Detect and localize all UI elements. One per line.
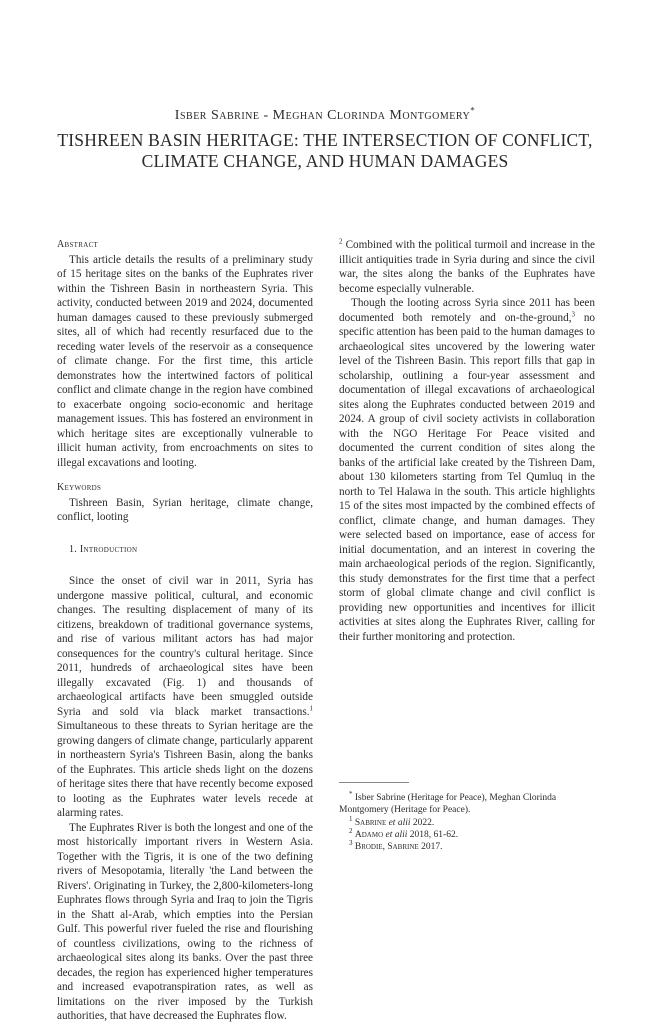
- footnote-mark-3: 3: [349, 839, 353, 848]
- footnote-3-year: 2017.: [421, 842, 443, 853]
- footnote-ref-3: 3: [571, 309, 576, 318]
- author-footnote-mark: *: [470, 105, 476, 116]
- abstract-label: Abstract: [57, 239, 99, 250]
- footnote-1-author: Sabrine: [354, 817, 387, 828]
- footnote-2-etal: et alii: [385, 829, 408, 840]
- introduction-heading: 1. Introduction: [69, 543, 138, 555]
- intro-p2-text-b: Combined with the political turmoil and increase in the illicit antiquities trade in Syria during and since the civil war, the sites along the banks of the Euphrates have become especially vulnerable.: [339, 239, 595, 295]
- author-line: [0, 105, 650, 124]
- keywords-label: Keywords: [57, 482, 102, 493]
- footnote-2-author: Adamo: [354, 829, 384, 840]
- footnote-divider: [339, 782, 409, 783]
- footnote-1-year: 2022.: [412, 817, 435, 828]
- article-title: [40, 130, 610, 172]
- title-line-1: TISHREEN BASIN HERITAGE: THE INTERSECTION OF CONFLICT,: [57, 130, 593, 150]
- footnote-2-year: 2018, 61-62.: [409, 829, 459, 840]
- abstract-text: This article details the results of a preliminary study of 15 heritage sites on the banks of the Euphrates river within the Tishreen Basin in northeastern Syria. This activity, conducted between 2019 and 2024, documented human damages caused to these previously submerged sites, all of which had recently resurfaced due to the receding water levels of the reservoir as a consequence of climate change. For the first time, this article demonstrates how the intertwined factors of political conflict and climate change in the region have combined to exacerbate ongoing socio-economic and heritage management issues. This has fostered an environment in which heritage sites are exceptionally vulnerable to illicit human activity, from encroachments on sites to illegal excavations and looting.: [57, 253, 313, 469]
- intro-paragraph-2-start: The Euphrates River is both the longest and one of the most historically important rivers in Western Asia. Together with the Tigris, it is one of the two defining rivers of Mesopotamia, literally 'the Land between the Rivers'. Originating in Turkey, the 2,800-kilometers-long Euphrates flows through Syria and Iraq to join the Tigris in the Shatt al-Arab, which empties into the Persian Gulf. This powerful river fueled the rise and flourishing of countless civilizations, owing to the richness of archaeological sites along its banks. Over the past three decades, the region has experienced higher temperatures and increased evapotranspiration rates, as well as limitations on the river imposed by the Turkish authorities, that have decreased the Euphrates flow.: [57, 821, 313, 1022]
- keywords-text: Tishreen Basin, Syrian heritage, climate change, conflict, looting: [57, 496, 313, 523]
- footnote-3: [339, 841, 595, 853]
- left-column: [57, 238, 313, 1024]
- title-line-2: CLIMATE CHANGE, AND HUMAN DAMAGES: [141, 151, 509, 171]
- intro-p1-text-a: Since the onset of civil war in 2011, Syria has undergone massive political, cultural, and economic changes. The resulting displacement of many of its citizens, breakdown of traditional governance systems, and rise of various militant actors has had major consequences for the country's cultural heritage. Since 2011, hundreds of archaeological sites have been illegally excavated (Fig. 1) and thousands of archaeological artifacts have been smuggled outside Syria and sold via black market transactions.: [57, 575, 313, 718]
- footnote-mark-1: 1: [349, 814, 353, 823]
- footnote-affiliation-text: Isber Sabrine (Heritage for Peace), Meghan Clorinda Montgomery (Heritage for Peace).: [339, 793, 557, 816]
- intro-paragraph-1: [57, 574, 313, 821]
- footnote-mark-star: *: [349, 789, 353, 798]
- footnote-3-author: Brodie, Sabrine: [354, 842, 419, 853]
- intro-paragraph-2-end: [339, 238, 595, 296]
- footnotes: [339, 789, 595, 853]
- footnote-ref-1: 1: [309, 703, 313, 712]
- intro-p1-text-b: Simultaneous to these threats to Syrian heritage are the growing dangers of climate change, particularly apparent in northeastern Syria's Tishreen Basin, along the banks of the Euphrates. This article sheds light on the dozens of heritage sites there that have recently become exposed to looting as the Euphrates water levels recede at alarming rates.: [57, 720, 313, 819]
- intro-p3-text-b: no specific attention has been paid to the human damages to archaeological sites uncovered by the lowering water level of the Tishreen Basin. This report fills that gap in scholarship, outlining a four-year assessment and documentation of illegal excavations of archaeological sites along the Euphrates conducted between 2019 and 2024. A group of civil society activists in collaboration with the NGO Heritage For Peace visited and documented the current condition of sites along the banks of the artificial lake created by the Tishreen Dam, about 130 kilometers starting from Tel Qumluq in the north to Tel Halawa in the south. This article highlights 15 of the sites most impacted by the combined effects of conflict, climate change, and human damages. They were selected based on importance, ease of access for initial documentation, and an interest in covering the main archaeological periods of the region. Significantly, this study demonstrates for the first time that a perfect storm of global climate change and civil conflict is providing new opportunities and incentives for illicit activities at sites along the Euphrates River, calling for their further monitoring and protection.: [339, 311, 596, 643]
- intro-p3-text-a: Though the looting across Syria since 2011 has been documented both remotely and on-the-ground,: [339, 297, 595, 324]
- right-column: [339, 238, 595, 644]
- intro-paragraph-3: [339, 296, 595, 644]
- footnote-ref-2: 2: [339, 237, 343, 246]
- footnote-1-etal: et alii: [388, 817, 411, 828]
- footnote-author-affiliation: [339, 789, 595, 817]
- author-names: Isber Sabrine - Meghan Clorinda Montgomery: [174, 108, 471, 123]
- footnote-2: [339, 826, 595, 841]
- footnote-mark-2: 2: [349, 826, 353, 835]
- footnote-1: [339, 814, 595, 829]
